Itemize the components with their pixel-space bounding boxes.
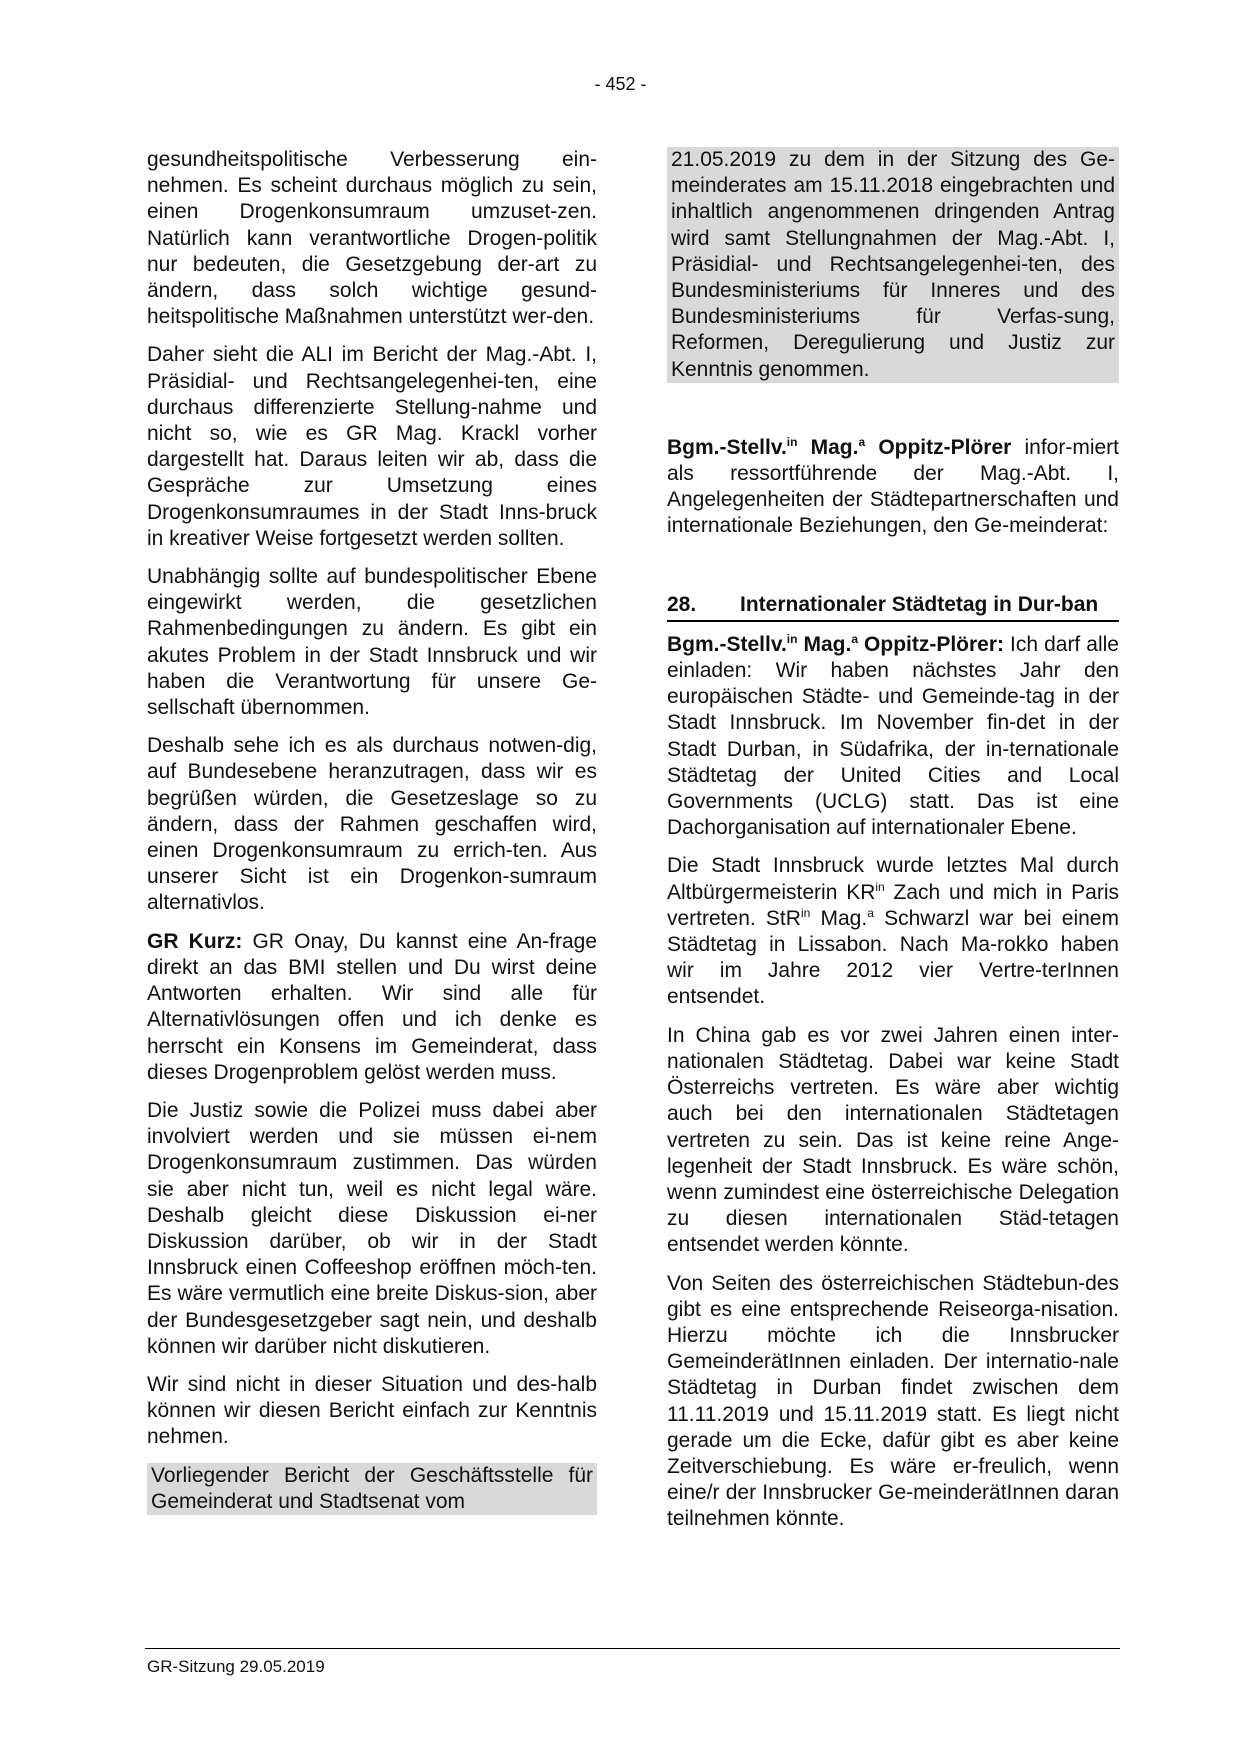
- speaker-name: Oppitz-Plörer:: [858, 632, 1005, 656]
- left-paragraph-5: [147, 929, 597, 1086]
- superscript: in: [800, 905, 811, 920]
- right-paragraph-4: Von Seiten des österreichischen Städtebun-des gibt es eine entsprechende Reiseorga-nisation. Hierzu möchte ich die Innsbrucker GemeinderätInnen einladen. Der internatio-nale Städtetag in Durban findet zwischen dem 11.11.2019 und 15.11.2019 statt. Es liegt nicht gerade um die Ecke, dafür gibt es aber keine Zeitverschiebung. Es wäre er-freulich, wenn eine/r der Innsbrucker Ge-meinderätInnen daran teilnehmen könnte.: [667, 1271, 1119, 1531]
- right-paragraph-2-part: Mag.: [810, 906, 868, 930]
- footer-divider: [145, 1648, 1120, 1649]
- resolution-text-start: Vorliegender Bericht der Geschäftsstelle für Gemeinderat und Stadtsenat vom: [147, 1463, 597, 1515]
- speaker-superscript: in: [786, 434, 798, 449]
- left-paragraph-3: Unabhängig sollte auf bundespolitischer Ebene eingewirkt werden, die gesetzlichen Rahmenbedingungen zu ändern. Es gibt ein akutes Problem in der Stadt Innsbruck und wir haben die Verantwortung für unsere Ge-sellschaft übernommen.: [147, 565, 597, 720]
- footer-session-date: GR-Sitzung 29.05.2019: [147, 1657, 325, 1676]
- agenda-item-number: 28.: [667, 592, 697, 616]
- left-paragraph-1: gesundheitspolitische Verbesserung ein-nehmen. Es scheint durchaus möglich zu sein, einen Drogenkonsumraum umzuset-zen. Natürlich kann verantwortliche Drogen-politik nur bedeuten, die Gesetzgebung der-art zu ändern, dass solch wichtige gesund-heitspolitische Maßnahmen unterstützt wer-den.: [147, 148, 597, 329]
- left-paragraph-6: Die Justiz sowie die Polizei muss dabei aber involviert werden und sie müssen ei-nem Drogenkonsumraum zustimmen. Das würden sie aber nicht tun, weil es nicht legal wäre. Deshalb gleicht diese Diskussion ei-ner Diskussion darüber, ob wir in der Stadt Innsbruck einen Coffeeshop eröffnen möch-ten. Es wäre vermutlich eine breite Diskus-sion, aber der Bundesgesetzgeber sagt nein, und deshalb können wir darüber nicht diskutieren.: [147, 1098, 597, 1358]
- intro-paragraph-text: infor-miert als ressortführende der Mag.-Abt. I, Angelegenheiten der Städtepartnerschaften und internationale Beziehungen, den Ge-meinderat:: [667, 435, 1119, 538]
- speaker-superscript: in: [786, 631, 798, 646]
- right-column: [667, 147, 1119, 1545]
- right-paragraph-2-part: Schwarzl war bei einem Städtetag in Lissabon. Nach Ma-rokko haben wir im Jahre 2012 vier Vertre-terInnen entsendet.: [667, 906, 1119, 1009]
- left-paragraph-2: Daher sieht die ALI im Bericht der Mag.-Abt. I, Präsidial- und Rechtsangelegenhei-ten, eine durchaus differenzierte Stellung-nahme und nicht so, wie es GR Mag. Krackl vorher dargestellt hat. Daraus leiten wir ab, dass die Gespräche zur Umsetzung eines Drogenkonsumraumes in der Stadt Inns-bruck in kreativer Weise fortgesetzt werden sollten.: [147, 343, 597, 550]
- speaker-name: Oppitz-Plörer: [865, 435, 1012, 459]
- speaker-title: Bgm.-Stellv.: [667, 435, 787, 459]
- right-paragraph-2: [667, 853, 1119, 1010]
- speaker-oppitz-ploerer: [667, 436, 1011, 459]
- superscript: a: [867, 905, 874, 920]
- speaker-superscript: a: [858, 434, 866, 449]
- right-paragraph-3: In China gab es vor zwei Jahren einen inter-nationalen Städtetag. Dabei war keine Stadt Österreichs vertreten. Es wäre aber wichtig auch bei den internationalen Städtetagen vertreten zu sein. Das ist keine reine Ange-legenheit der Stadt Innsbruck. Es wäre schön, wenn zumindest eine österreichische Delegation zu diesen internationalen Städ-tetagen entsendet werden könnte.: [667, 1023, 1119, 1257]
- left-column: [147, 147, 597, 1527]
- superscript: in: [875, 879, 885, 894]
- right-paragraph-1-text: Ich darf alle einladen: Wir haben nächstes Jahr den europäischen Städte- und Gemeinde-tag in der Stadt Innsbruck. Im November fin-det in der Stadt Durban, in Südafrika, der in-ternationale Städtetag der United Cities and Local Governments (UCLG) statt. Das ist eine Dachorganisation auf internationaler Ebene.: [667, 632, 1119, 840]
- agenda-item-heading: [667, 592, 1119, 622]
- agenda-item-title: Internationaler Städtetag in Dur-ban: [740, 592, 1099, 616]
- speaker-superscript: a: [851, 631, 859, 646]
- right-paragraph-2-part: Zach und mich in Paris vertreten. StR: [667, 880, 1119, 930]
- speaker-title-mag: Mag.: [797, 632, 852, 656]
- left-paragraph-7: Wir sind nicht in dieser Situation und des-halb können wir diesen Bericht einfach zur Kenntnis nehmen.: [147, 1372, 597, 1449]
- speaker-title: Bgm.-Stellv.: [667, 632, 787, 656]
- speaker-title-mag: Mag.: [797, 435, 859, 459]
- page-number: - 452 -: [594, 74, 647, 94]
- right-paragraph-2-part: Die Stadt Innsbruck wurde letztes Mal durch Altbürgermeisterin KR: [667, 854, 1119, 904]
- speaker-oppitz-ploerer: [667, 633, 1004, 656]
- speaker-gr-kurz: GR Kurz:: [147, 929, 243, 953]
- intro-paragraph: [667, 435, 1119, 540]
- left-paragraph-5-text: GR Onay, Du kannst eine An-frage direkt an das BMI stellen und Du wirst deine Antworten erhalten. Wir sind alle für Alternativlösungen offen und ich denke es herrscht ein Konsens im Gemeinderat, dass dieses Drogenproblem gelöst werden muss.: [147, 929, 597, 1084]
- left-paragraph-4: Deshalb sehe ich es als durchaus notwen-dig, auf Bundesebene heranzutragen, dass wir es begrüßen würden, die Gesetzeslage so zu ändern, dass der Rahmen geschaffen wird, einen Drogenkonsumraum zu errich-ten. Aus unserer Sicht ist ein Drogenkon-sumraum alternativlos.: [147, 734, 597, 915]
- right-paragraph-1: [667, 632, 1119, 842]
- resolution-text-end: 21.05.2019 zu dem in der Sitzung des Ge-meinderates am 15.11.2018 eingebrachten und inhaltlich angenommenen dringenden Antrag wird samt Stellungnahmen der Mag.-Abt. I, Präsidial- und Rechtsangelegenhei-ten, des Bundesministeriums für Inneres und des Bundesministeriums für Verfas-sung, Reformen, Deregulierung und Justiz zur Kenntnis genommen.: [667, 147, 1119, 383]
